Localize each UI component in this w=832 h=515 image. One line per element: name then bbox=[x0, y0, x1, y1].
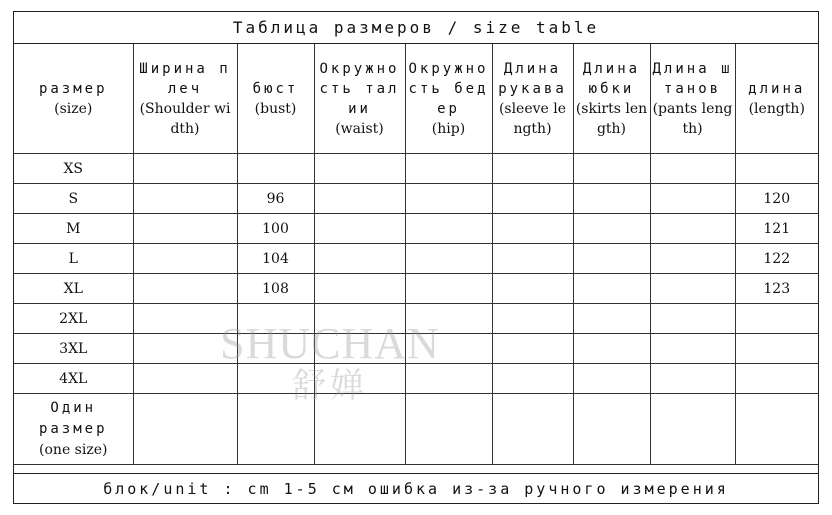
table-cell: 104 bbox=[237, 244, 314, 274]
column-header-ru: Ширина плеч bbox=[139, 60, 231, 97]
size-label: M bbox=[14, 214, 133, 244]
table-row bbox=[14, 244, 818, 274]
column-header-ru: Длина рукава bbox=[498, 60, 567, 97]
table-cell bbox=[573, 184, 650, 214]
column-header-en: (skirts length) bbox=[575, 100, 648, 137]
column-header bbox=[573, 44, 650, 154]
table-cell bbox=[314, 334, 405, 364]
table-cell bbox=[405, 184, 492, 214]
column-header bbox=[405, 44, 492, 154]
table-cell bbox=[314, 184, 405, 214]
column-header-en: (bust) bbox=[254, 100, 297, 117]
table-cell bbox=[573, 244, 650, 274]
size-label: S bbox=[14, 184, 133, 214]
one-size-label-ru: Один размер bbox=[38, 399, 108, 437]
table-cell: 123 bbox=[735, 274, 818, 304]
table-body bbox=[14, 154, 818, 465]
table-cell: 100 bbox=[237, 214, 314, 244]
table-cell bbox=[650, 334, 735, 364]
table-cell bbox=[405, 334, 492, 364]
table-cell bbox=[133, 394, 237, 465]
column-header-ru: Длина юбки bbox=[582, 60, 641, 97]
table-cell bbox=[650, 274, 735, 304]
table-cell bbox=[405, 274, 492, 304]
table-cell: 120 bbox=[735, 184, 818, 214]
table-cell bbox=[133, 154, 237, 184]
table-cell: 108 bbox=[237, 274, 314, 304]
table-cell bbox=[133, 364, 237, 394]
table-cell bbox=[405, 304, 492, 334]
table-cell bbox=[405, 244, 492, 274]
table-cell bbox=[314, 304, 405, 334]
table-cell bbox=[492, 364, 573, 394]
column-header-ru: Окружность талии bbox=[319, 60, 400, 117]
table-cell bbox=[573, 214, 650, 244]
table-title: Таблица размеров / size table bbox=[14, 12, 818, 44]
size-label: XS bbox=[14, 154, 133, 184]
table-cell bbox=[314, 154, 405, 184]
table-cell bbox=[405, 394, 492, 465]
table-cell bbox=[492, 244, 573, 274]
table-cell bbox=[314, 364, 405, 394]
table-cell bbox=[492, 154, 573, 184]
table-cell bbox=[735, 304, 818, 334]
table-cell bbox=[133, 214, 237, 244]
table-cell bbox=[133, 274, 237, 304]
table-cell bbox=[314, 394, 405, 465]
table-cell bbox=[405, 364, 492, 394]
table-row bbox=[14, 184, 818, 214]
table-cell bbox=[573, 304, 650, 334]
table-cell bbox=[650, 214, 735, 244]
one-size-label-en: (one size) bbox=[39, 441, 108, 458]
table-cell bbox=[133, 184, 237, 214]
table-cell: 121 bbox=[735, 214, 818, 244]
table-cell bbox=[650, 304, 735, 334]
column-header bbox=[314, 44, 405, 154]
watermark-brand: SHUCHAN bbox=[220, 319, 440, 368]
table-cell bbox=[650, 154, 735, 184]
column-header-en: (length) bbox=[748, 100, 805, 117]
table-cell bbox=[237, 334, 314, 364]
table-cell bbox=[492, 184, 573, 214]
table-cell: 122 bbox=[735, 244, 818, 274]
size-label: 2XL bbox=[14, 304, 133, 334]
watermark-brand-chinese: 舒婵 bbox=[292, 366, 368, 406]
size-label-one-size bbox=[14, 394, 133, 465]
unit-note: блок/unit : cm 1-5 см ошибка из-за ручного измерения bbox=[14, 473, 818, 503]
table-cell bbox=[133, 244, 237, 274]
table-cell bbox=[405, 214, 492, 244]
table-cell bbox=[735, 394, 818, 465]
table-cell bbox=[133, 334, 237, 364]
table-cell bbox=[650, 364, 735, 394]
table-cell bbox=[237, 394, 314, 465]
table-row bbox=[14, 274, 818, 304]
table-row bbox=[14, 304, 818, 334]
column-header bbox=[237, 44, 314, 154]
column-header-ru: Окружность бедер bbox=[408, 60, 489, 117]
table-cell bbox=[650, 184, 735, 214]
table-cell bbox=[237, 154, 314, 184]
table-cell bbox=[492, 334, 573, 364]
column-header bbox=[133, 44, 237, 154]
table-cell bbox=[650, 244, 735, 274]
table-cell bbox=[405, 154, 492, 184]
table-cell bbox=[492, 214, 573, 244]
table-cell: 96 bbox=[237, 184, 314, 214]
size-label: 3XL bbox=[14, 334, 133, 364]
size-label: 4XL bbox=[14, 364, 133, 394]
header-row bbox=[14, 44, 818, 154]
size-label: L bbox=[14, 244, 133, 274]
column-header-en: (waist) bbox=[335, 120, 384, 137]
table-cell bbox=[314, 274, 405, 304]
size-table bbox=[14, 44, 818, 465]
column-header bbox=[735, 44, 818, 154]
table-cell bbox=[735, 364, 818, 394]
table-cell bbox=[492, 394, 573, 465]
column-header-en: (size) bbox=[54, 100, 93, 117]
size-label: XL bbox=[14, 274, 133, 304]
column-header-ru: размер bbox=[38, 80, 108, 97]
table-cell bbox=[573, 274, 650, 304]
column-header-ru: длина bbox=[748, 80, 806, 97]
table-cell bbox=[237, 304, 314, 334]
table-cell bbox=[314, 214, 405, 244]
column-header bbox=[492, 44, 573, 154]
table-cell bbox=[735, 154, 818, 184]
column-header bbox=[14, 44, 133, 154]
table-cell bbox=[573, 334, 650, 364]
column-header-en: (Shoulder width) bbox=[139, 100, 231, 137]
column-header-ru: Длина штанов bbox=[652, 60, 733, 97]
column-header-ru: бюст bbox=[252, 80, 299, 97]
table-row bbox=[14, 364, 818, 394]
table-cell bbox=[237, 364, 314, 394]
table-cell bbox=[314, 244, 405, 274]
column-header-en: (hip) bbox=[431, 120, 466, 137]
table-row-one-size bbox=[14, 394, 818, 465]
table-row bbox=[14, 334, 818, 364]
table-cell bbox=[133, 304, 237, 334]
column-header-en: (sleeve length) bbox=[498, 100, 567, 137]
table-cell bbox=[573, 394, 650, 465]
table-cell bbox=[650, 394, 735, 465]
table-row bbox=[14, 214, 818, 244]
table-cell bbox=[492, 304, 573, 334]
table-row bbox=[14, 154, 818, 184]
table-cell bbox=[573, 154, 650, 184]
table-cell bbox=[735, 334, 818, 364]
table-cell bbox=[492, 274, 573, 304]
size-chart bbox=[13, 11, 819, 504]
column-header bbox=[650, 44, 735, 154]
column-header-en: (pants length) bbox=[652, 100, 733, 137]
table-cell bbox=[573, 364, 650, 394]
